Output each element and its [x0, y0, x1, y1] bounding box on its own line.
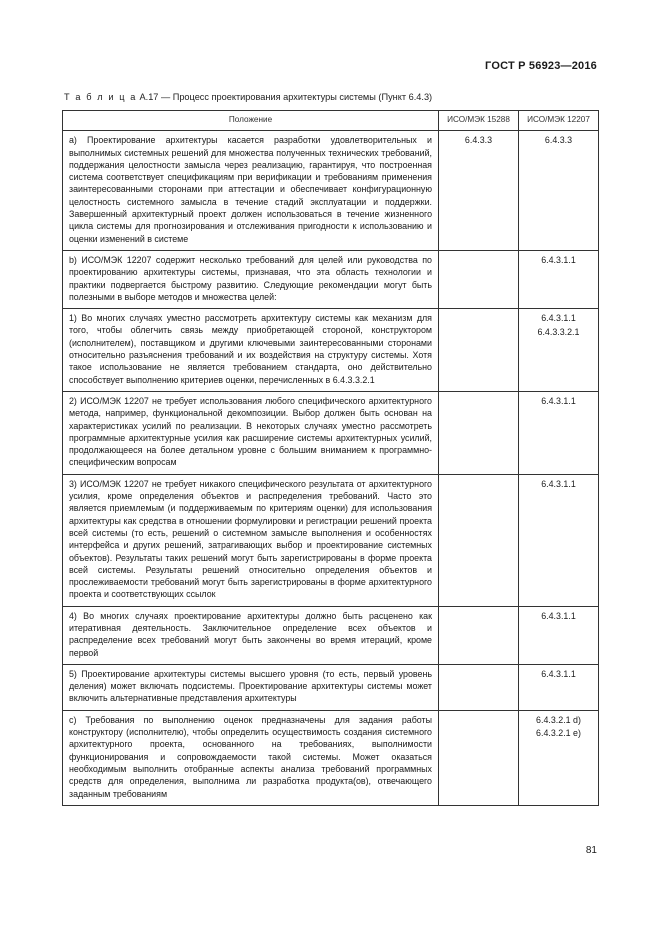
iso-12207-reference-cell	[519, 474, 599, 606]
provision-text: 5) Проектирование архитектуры системы высшего уровня (то есть, первый уровень деления) может включать подсистемы. Проектирование архитектуры системы может включить альтернативные представления архитектуры	[63, 664, 439, 710]
clause-reference: 6.4.3.1.1	[541, 668, 576, 679]
iso-12207-reference-cell	[519, 131, 599, 251]
table-body	[63, 131, 599, 806]
requirements-table	[62, 110, 599, 806]
iso-15288-reference-cell	[439, 250, 519, 308]
clause-reference: 6.4.3.1.1	[541, 610, 576, 621]
iso-15288-reference-cell	[439, 131, 519, 251]
table-row	[63, 309, 599, 392]
iso-15288-reference-cell	[439, 309, 519, 392]
caption-text: А.17 — Процесс проектирования архитектуры системы (Пункт 6.4.3)	[136, 92, 433, 102]
table-row	[63, 131, 599, 251]
table-caption	[64, 92, 432, 102]
clause-reference: 6.4.3.1.1	[541, 313, 576, 324]
table-row	[63, 391, 599, 474]
iso-15288-reference-cell	[439, 710, 519, 805]
clause-reference: 6.4.3.3.2.1	[537, 326, 580, 337]
clause-reference: 6.4.3.1.1	[541, 478, 576, 489]
iso-12207-reference-cell	[519, 606, 599, 664]
table-header-row	[63, 111, 599, 131]
iso-15288-reference-cell	[439, 606, 519, 664]
column-header-position: Положение	[63, 111, 439, 131]
iso-15288-reference-cell	[439, 391, 519, 474]
page-number: 81	[585, 845, 597, 856]
provision-text: а) Проектирование архитектуры касается разработки удовлетворительных и выполнимых системных решений для множества полученных технических требований, поддержания целостности замысла через реализацию, гарантируя, что построенная система соответствует спецификациям при верификации и требованиям применения заинтересованными сторонами при аттестации и обеспечивает конфигурационную целостность системного замысла в течение стадий эксплуатации и поддержки. Завершенный архитектурный проект должен использоваться в течение жизненного цикла системы для прогнозирования и отслеживания пригодности к использованию и оценки изменений в системе	[63, 131, 439, 251]
clause-reference: 6.4.3.2.1 d)	[536, 714, 581, 725]
provision-text: b) ИСО/МЭК 12207 содержит несколько требований для целей или руководства по проектированию архитектуры системы, признавая, что эта область технологии и практики подвергается быстрому развитию. Следующие рекомендации могут быть полезными в выборе методов и множества целей:	[63, 250, 439, 308]
clause-reference: 6.4.3.1.1	[541, 395, 576, 406]
clause-reference: 6.4.3.3	[464, 135, 493, 146]
provision-text: 1) Во многих случаях уместно рассмотреть архитектуру системы как механизм для того, чтобы облегчить связь между приобретающей стороной, конструктором (исполнителем), поставщиком и другими ключевыми заинтересованными сторонами относительно разъяснения требований и их воздействия на структуру системы. Хотя такое использование не является требованием стандарта, оно действительно способствует выполнению критериев оценки, перечисленных в 6.4.3.3.2.1	[63, 309, 439, 392]
clause-reference: 6.4.3.1.1	[541, 254, 576, 265]
iso-15288-reference-cell	[439, 664, 519, 710]
provision-text: c) Требования по выполнению оценок предназначены для задания работы конструктору (исполнителю), чтобы определить осуществимость создания системного архитектурного проекта, основанного на требованиях, выполнимости функционирования и сопровождаемости такой системы. Может оказаться необходимым выполнить отобранные аспекты анализа требований программных средств для определения, выполнима ли разработка продукта(ов), отвечающего заданным требованиям	[63, 710, 439, 805]
iso-12207-reference-cell	[519, 309, 599, 392]
column-header-iso-15288: ИСО/МЭК 15288	[439, 111, 519, 131]
table-row	[63, 606, 599, 664]
provision-text: 3) ИСО/МЭК 12207 не требует никакого специфического результата от архитектурного усилия, кроме определения объектов и распределения требований. Часто это является приемлемым (и поддерживаемым по критериям оценки) для использования архитектуры как средства в отношении формулировки и регистрации решений проекта всей системы (то есть, решений о системном замысле выполнения и особенностях интерфейса и других решений, затрагивающих выбор и проектирование системных объектов). Результаты таких решений могут быть зарегистрированы в форме проекта всей системы. Результаты решений относительно определения объектов и прослеживаемости требований могут быть зарегистрированы в форме архитектурного проекта и соответствующих ссылок	[63, 474, 439, 606]
table-row	[63, 250, 599, 308]
caption-label: Т а б л и ц а	[64, 92, 137, 102]
iso-12207-reference-cell	[519, 664, 599, 710]
clause-reference: 6.4.3.3	[544, 135, 573, 146]
column-header-iso-12207: ИСО/МЭК 12207	[519, 111, 599, 131]
standard-designation: ГОСТ Р 56923—2016	[485, 60, 597, 72]
provision-text: 2) ИСО/МЭК 12207 не требует использования любого специфического архитектурного метода, например, функциональной декомпозиции. Выбор должен быть основан на характеристиках усилий по реализации. В некоторых случаях уместно рассмотреть программные архитектурные усилия как расширение системы архитектурных усилий, продолжающееся на более детальном уровне с большим вниманием к программно-специфическим вопросам	[63, 391, 439, 474]
table-row	[63, 474, 599, 606]
table-row	[63, 710, 599, 805]
table-row	[63, 664, 599, 710]
iso-15288-reference-cell	[439, 474, 519, 606]
iso-12207-reference-cell	[519, 250, 599, 308]
iso-12207-reference-cell	[519, 710, 599, 805]
provision-text: 4) Во многих случаях проектирование архитектуры должно быть расценено как итеративная деятельность. Заключительное определение всех объектов и распределение всех требований могут быть закончены во время итераций, кроме первой	[63, 606, 439, 664]
iso-12207-reference-cell	[519, 391, 599, 474]
clause-reference: 6.4.3.2.1 e)	[536, 728, 581, 739]
